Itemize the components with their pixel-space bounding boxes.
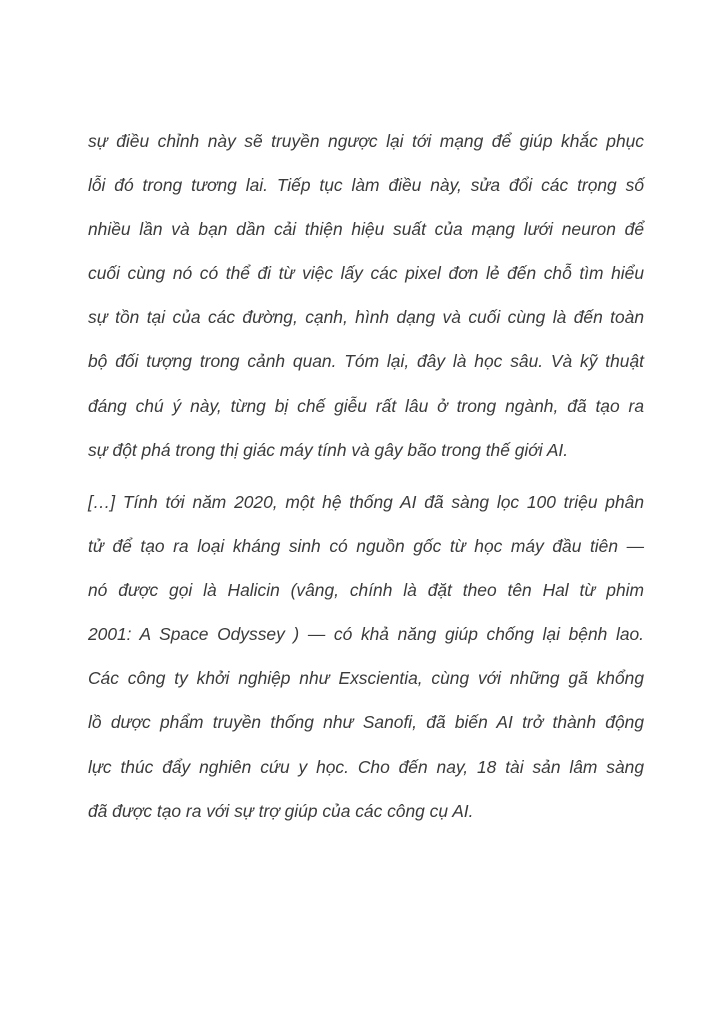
- text-line: nó được gọi là Halicin (vâng, chính là đặt theo tên Hal từ phim: [88, 580, 644, 601]
- paragraph-halicin: [88, 492, 644, 845]
- text-line: cuối cùng nó có thể đi từ việc lấy các pixel đơn lẻ đến chỗ tìm hiểu: [88, 263, 644, 284]
- text-line: sự điều chỉnh này sẽ truyền ngược lại tới mạng để giúp khắc phục: [88, 131, 644, 151]
- text-line: 2001: A Space Odyssey ) — có khả năng giúp chống lại bệnh lao.: [88, 624, 644, 645]
- text-line: đáng chú ý này, từng bị chế giễu rất lâu ở trong ngành, đã tạo ra: [88, 395, 644, 416]
- text-line: lực thúc đẩy nghiên cứu y học. Cho đến nay, 18 tài sản lâm sàng: [88, 756, 644, 777]
- text-line: […] Tính tới năm 2020, một hệ thống AI đã sàng lọc 100 triệu phân: [88, 492, 644, 512]
- text-line: sự đột phá trong thị giác máy tính và gây bão trong thế giới AI.: [88, 439, 569, 460]
- text-line: sự tồn tại của các đường, cạnh, hình dạng và cuối cùng là đến toàn: [88, 307, 644, 328]
- text-line: đã được tạo ra với sự trợ giúp của các công cụ AI.: [88, 800, 474, 821]
- text-line: bộ đối tượng trong cảnh quan. Tóm lại, đây là học sâu. Và kỹ thuật: [88, 351, 644, 372]
- text-line: nhiều lần và bạn dần cải thiện hiệu suất của mạng lưới neuron để: [88, 219, 644, 240]
- text-line: Các công ty khởi nghiệp như Exscientia, cùng với những gã khổng: [88, 668, 644, 689]
- text-line: lồ dược phẩm truyền thống như Sanofi, đã biến AI trở thành động: [88, 712, 644, 733]
- text-line: tử để tạo ra loại kháng sinh có nguồn gốc từ học máy đầu tiên —: [88, 536, 644, 557]
- paragraph-deep-learning: [88, 131, 644, 484]
- text-line: lỗi đó trong tương lai. Tiếp tục làm điều này, sửa đổi các trọng số: [88, 175, 644, 196]
